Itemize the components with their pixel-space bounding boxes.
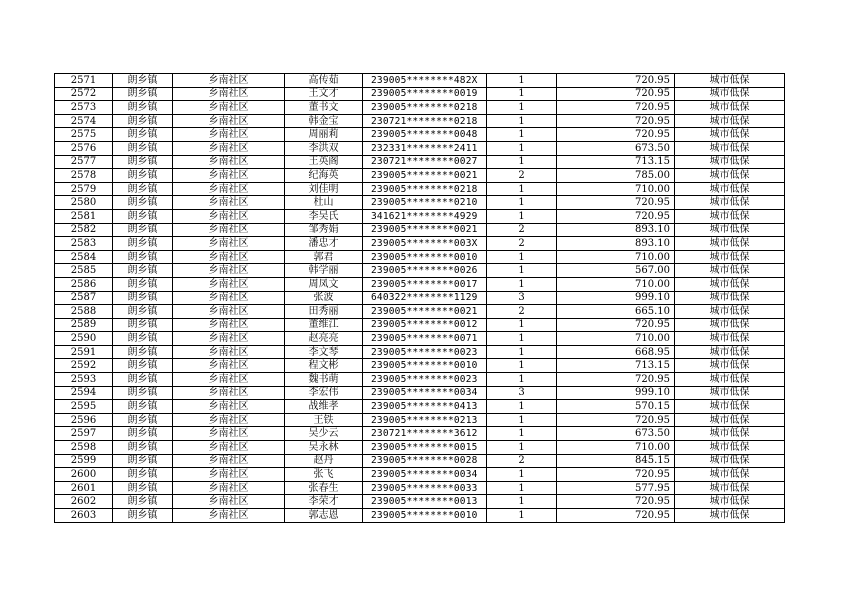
id-number-cell: 239005********0048 (363, 128, 487, 142)
id-number-cell: 239005********0021 (363, 169, 487, 183)
table-row (55, 169, 785, 183)
town-cell: 朗乡镇 (113, 454, 173, 468)
household-size-cell: 1 (487, 196, 557, 210)
table-row (55, 250, 785, 264)
assistance-type-cell: 城市低保 (675, 196, 785, 210)
row-number-cell: 2572 (55, 87, 113, 101)
town-cell: 朗乡镇 (113, 427, 173, 441)
id-number-cell: 239005********0026 (363, 264, 487, 278)
amount-cell: 785.00 (557, 169, 675, 183)
table-row (55, 441, 785, 455)
table-row (55, 141, 785, 155)
person-name-cell: 李吴氏 (285, 209, 363, 223)
household-size-cell: 1 (487, 155, 557, 169)
assistance-type-cell: 城市低保 (675, 250, 785, 264)
amount-cell: 893.10 (557, 223, 675, 237)
row-number-cell: 2578 (55, 169, 113, 183)
community-cell: 乡南社区 (173, 454, 285, 468)
amount-cell: 999.10 (557, 291, 675, 305)
person-name-cell: 王文才 (285, 87, 363, 101)
table-row (55, 495, 785, 509)
amount-cell: 999.10 (557, 386, 675, 400)
town-cell: 朗乡镇 (113, 264, 173, 278)
amount-cell: 665.10 (557, 305, 675, 319)
row-number-cell: 2588 (55, 305, 113, 319)
town-cell: 朗乡镇 (113, 237, 173, 251)
table-row (55, 345, 785, 359)
community-cell: 乡南社区 (173, 373, 285, 387)
assistance-type-cell: 城市低保 (675, 182, 785, 196)
community-cell: 乡南社区 (173, 209, 285, 223)
person-name-cell: 高传茹 (285, 74, 363, 88)
amount-cell: 710.00 (557, 250, 675, 264)
amount-cell: 720.95 (557, 101, 675, 115)
assistance-type-cell: 城市低保 (675, 305, 785, 319)
household-size-cell: 2 (487, 169, 557, 183)
row-number-cell: 2587 (55, 291, 113, 305)
table-row (55, 427, 785, 441)
row-number-cell: 2595 (55, 400, 113, 414)
row-number-cell: 2583 (55, 237, 113, 251)
row-number-cell: 2593 (55, 373, 113, 387)
town-cell: 朗乡镇 (113, 196, 173, 210)
assistance-type-cell: 城市低保 (675, 332, 785, 346)
table-row (55, 359, 785, 373)
town-cell: 朗乡镇 (113, 277, 173, 291)
community-cell: 乡南社区 (173, 277, 285, 291)
table-row (55, 332, 785, 346)
community-cell: 乡南社区 (173, 345, 285, 359)
town-cell: 朗乡镇 (113, 373, 173, 387)
assistance-type-cell: 城市低保 (675, 468, 785, 482)
amount-cell: 893.10 (557, 237, 675, 251)
row-number-cell: 2586 (55, 277, 113, 291)
assistance-type-cell: 城市低保 (675, 386, 785, 400)
person-name-cell: 程文彬 (285, 359, 363, 373)
id-number-cell: 239005********0021 (363, 223, 487, 237)
person-name-cell: 郭志恩 (285, 509, 363, 523)
assistance-type-cell: 城市低保 (675, 101, 785, 115)
table-row (55, 413, 785, 427)
town-cell: 朗乡镇 (113, 182, 173, 196)
person-name-cell: 张春生 (285, 481, 363, 495)
id-number-cell: 230721********0027 (363, 155, 487, 169)
amount-cell: 720.95 (557, 318, 675, 332)
person-name-cell: 郭君 (285, 250, 363, 264)
id-number-cell: 239005********482X (363, 74, 487, 88)
household-size-cell: 1 (487, 495, 557, 509)
row-number-cell: 2592 (55, 359, 113, 373)
table-row (55, 305, 785, 319)
household-size-cell: 1 (487, 101, 557, 115)
person-name-cell: 董书文 (285, 101, 363, 115)
id-number-cell: 640322********1129 (363, 291, 487, 305)
town-cell: 朗乡镇 (113, 468, 173, 482)
household-size-cell: 2 (487, 454, 557, 468)
amount-cell: 720.95 (557, 128, 675, 142)
household-size-cell: 2 (487, 223, 557, 237)
table-row (55, 87, 785, 101)
household-size-cell: 1 (487, 481, 557, 495)
assistance-type-cell: 城市低保 (675, 345, 785, 359)
town-cell: 朗乡镇 (113, 441, 173, 455)
assistance-type-cell: 城市低保 (675, 169, 785, 183)
community-cell: 乡南社区 (173, 332, 285, 346)
town-cell: 朗乡镇 (113, 495, 173, 509)
person-name-cell: 邹秀娟 (285, 223, 363, 237)
amount-cell: 720.95 (557, 87, 675, 101)
town-cell: 朗乡镇 (113, 359, 173, 373)
household-size-cell: 1 (487, 128, 557, 142)
row-number-cell: 2581 (55, 209, 113, 223)
assistance-type-cell: 城市低保 (675, 359, 785, 373)
household-size-cell: 1 (487, 359, 557, 373)
table-row (55, 468, 785, 482)
person-name-cell: 李洪双 (285, 141, 363, 155)
amount-cell: 710.00 (557, 332, 675, 346)
town-cell: 朗乡镇 (113, 169, 173, 183)
town-cell: 朗乡镇 (113, 87, 173, 101)
household-size-cell: 1 (487, 277, 557, 291)
row-number-cell: 2600 (55, 468, 113, 482)
community-cell: 乡南社区 (173, 250, 285, 264)
household-size-cell: 1 (487, 509, 557, 523)
community-cell: 乡南社区 (173, 182, 285, 196)
community-cell: 乡南社区 (173, 237, 285, 251)
household-size-cell: 1 (487, 250, 557, 264)
assistance-type-cell: 城市低保 (675, 87, 785, 101)
person-name-cell: 战维孝 (285, 400, 363, 414)
community-cell: 乡南社区 (173, 441, 285, 455)
row-number-cell: 2589 (55, 318, 113, 332)
household-size-cell: 1 (487, 413, 557, 427)
row-number-cell: 2574 (55, 114, 113, 128)
assistance-type-cell: 城市低保 (675, 141, 785, 155)
town-cell: 朗乡镇 (113, 128, 173, 142)
table-row (55, 223, 785, 237)
town-cell: 朗乡镇 (113, 209, 173, 223)
id-number-cell: 239005********0015 (363, 441, 487, 455)
person-name-cell: 田秀丽 (285, 305, 363, 319)
id-number-cell: 232331********2411 (363, 141, 487, 155)
id-number-cell: 239005********0213 (363, 413, 487, 427)
person-name-cell: 李文琴 (285, 345, 363, 359)
row-number-cell: 2585 (55, 264, 113, 278)
table-row (55, 196, 785, 210)
town-cell: 朗乡镇 (113, 481, 173, 495)
id-number-cell: 341621********4929 (363, 209, 487, 223)
row-number-cell: 2596 (55, 413, 113, 427)
assistance-type-cell: 城市低保 (675, 400, 785, 414)
town-cell: 朗乡镇 (113, 509, 173, 523)
id-number-cell: 239005********0017 (363, 277, 487, 291)
id-number-cell: 239005********0028 (363, 454, 487, 468)
assistance-type-cell: 城市低保 (675, 373, 785, 387)
household-size-cell: 1 (487, 209, 557, 223)
amount-cell: 720.95 (557, 196, 675, 210)
assistance-type-cell: 城市低保 (675, 509, 785, 523)
assistance-type-cell: 城市低保 (675, 223, 785, 237)
assistance-type-cell: 城市低保 (675, 277, 785, 291)
household-size-cell: 2 (487, 305, 557, 319)
person-name-cell: 王铁 (285, 413, 363, 427)
row-number-cell: 2599 (55, 454, 113, 468)
row-number-cell: 2603 (55, 509, 113, 523)
community-cell: 乡南社区 (173, 141, 285, 155)
household-size-cell: 3 (487, 386, 557, 400)
person-name-cell: 赵亮亮 (285, 332, 363, 346)
id-number-cell: 239005********0023 (363, 373, 487, 387)
id-number-cell: 230721********0218 (363, 114, 487, 128)
row-number-cell: 2576 (55, 141, 113, 155)
community-cell: 乡南社区 (173, 74, 285, 88)
person-name-cell: 韩学丽 (285, 264, 363, 278)
row-number-cell: 2580 (55, 196, 113, 210)
community-cell: 乡南社区 (173, 128, 285, 142)
id-number-cell: 239005********0010 (363, 359, 487, 373)
id-number-cell: 239005********0210 (363, 196, 487, 210)
assistance-type-cell: 城市低保 (675, 155, 785, 169)
community-cell: 乡南社区 (173, 481, 285, 495)
row-number-cell: 2598 (55, 441, 113, 455)
household-size-cell: 1 (487, 87, 557, 101)
id-number-cell: 239005********0010 (363, 250, 487, 264)
amount-cell: 713.15 (557, 155, 675, 169)
community-cell: 乡南社区 (173, 427, 285, 441)
table-row (55, 128, 785, 142)
person-name-cell: 魏书萌 (285, 373, 363, 387)
household-size-cell: 3 (487, 291, 557, 305)
person-name-cell: 董维江 (285, 318, 363, 332)
community-cell: 乡南社区 (173, 223, 285, 237)
table-row (55, 277, 785, 291)
table-row (55, 386, 785, 400)
amount-cell: 720.95 (557, 114, 675, 128)
row-number-cell: 2582 (55, 223, 113, 237)
amount-cell: 710.00 (557, 182, 675, 196)
household-size-cell: 1 (487, 74, 557, 88)
person-name-cell: 赵丹 (285, 454, 363, 468)
town-cell: 朗乡镇 (113, 400, 173, 414)
town-cell: 朗乡镇 (113, 114, 173, 128)
id-number-cell: 239005********0218 (363, 182, 487, 196)
id-number-cell: 239005********0071 (363, 332, 487, 346)
amount-cell: 577.95 (557, 481, 675, 495)
table-row (55, 509, 785, 523)
community-cell: 乡南社区 (173, 359, 285, 373)
assistance-type-cell: 城市低保 (675, 495, 785, 509)
id-number-cell: 239005********0034 (363, 468, 487, 482)
person-name-cell: 王英阁 (285, 155, 363, 169)
town-cell: 朗乡镇 (113, 250, 173, 264)
community-cell: 乡南社区 (173, 291, 285, 305)
town-cell: 朗乡镇 (113, 155, 173, 169)
id-number-cell: 239005********0010 (363, 509, 487, 523)
assistance-type-cell: 城市低保 (675, 454, 785, 468)
table-row (55, 318, 785, 332)
amount-cell: 673.50 (557, 141, 675, 155)
row-number-cell: 2590 (55, 332, 113, 346)
row-number-cell: 2584 (55, 250, 113, 264)
amount-cell: 720.95 (557, 413, 675, 427)
assistance-type-cell: 城市低保 (675, 74, 785, 88)
household-size-cell: 1 (487, 332, 557, 346)
id-number-cell: 239005********003X (363, 237, 487, 251)
table-row (55, 114, 785, 128)
town-cell: 朗乡镇 (113, 413, 173, 427)
row-number-cell: 2591 (55, 345, 113, 359)
community-cell: 乡南社区 (173, 196, 285, 210)
person-name-cell: 潘忠才 (285, 237, 363, 251)
row-number-cell: 2571 (55, 74, 113, 88)
amount-cell: 673.50 (557, 427, 675, 441)
person-name-cell: 周丽莉 (285, 128, 363, 142)
assistance-type-cell: 城市低保 (675, 209, 785, 223)
community-cell: 乡南社区 (173, 114, 285, 128)
amount-cell: 720.95 (557, 468, 675, 482)
table-row (55, 182, 785, 196)
household-size-cell: 1 (487, 427, 557, 441)
community-cell: 乡南社区 (173, 87, 285, 101)
id-number-cell: 239005********0413 (363, 400, 487, 414)
id-number-cell: 239005********0013 (363, 495, 487, 509)
person-name-cell: 韩金宝 (285, 114, 363, 128)
amount-cell: 570.15 (557, 400, 675, 414)
amount-cell: 720.95 (557, 509, 675, 523)
community-cell: 乡南社区 (173, 305, 285, 319)
table-row (55, 237, 785, 251)
household-size-cell: 1 (487, 114, 557, 128)
assistance-type-cell: 城市低保 (675, 427, 785, 441)
table-body (55, 74, 785, 523)
amount-cell: 720.95 (557, 209, 675, 223)
community-cell: 乡南社区 (173, 169, 285, 183)
relief-roster-table (54, 73, 785, 523)
row-number-cell: 2573 (55, 101, 113, 115)
table-row (55, 400, 785, 414)
community-cell: 乡南社区 (173, 495, 285, 509)
household-size-cell: 1 (487, 373, 557, 387)
person-name-cell: 纪海英 (285, 169, 363, 183)
assistance-type-cell: 城市低保 (675, 291, 785, 305)
town-cell: 朗乡镇 (113, 332, 173, 346)
id-number-cell: 239005********0218 (363, 101, 487, 115)
person-name-cell: 吴永林 (285, 441, 363, 455)
amount-cell: 720.95 (557, 495, 675, 509)
amount-cell: 710.00 (557, 277, 675, 291)
assistance-type-cell: 城市低保 (675, 318, 785, 332)
person-name-cell: 李荣才 (285, 495, 363, 509)
person-name-cell: 刘佳明 (285, 182, 363, 196)
person-name-cell: 周凤文 (285, 277, 363, 291)
town-cell: 朗乡镇 (113, 318, 173, 332)
id-number-cell: 239005********0021 (363, 305, 487, 319)
town-cell: 朗乡镇 (113, 386, 173, 400)
amount-cell: 668.95 (557, 345, 675, 359)
community-cell: 乡南社区 (173, 509, 285, 523)
person-name-cell: 李宏伟 (285, 386, 363, 400)
household-size-cell: 1 (487, 441, 557, 455)
town-cell: 朗乡镇 (113, 345, 173, 359)
row-number-cell: 2575 (55, 128, 113, 142)
table-row (55, 209, 785, 223)
household-size-cell: 1 (487, 400, 557, 414)
assistance-type-cell: 城市低保 (675, 114, 785, 128)
table-row (55, 291, 785, 305)
town-cell: 朗乡镇 (113, 223, 173, 237)
town-cell: 朗乡镇 (113, 101, 173, 115)
amount-cell: 845.15 (557, 454, 675, 468)
town-cell: 朗乡镇 (113, 141, 173, 155)
row-number-cell: 2594 (55, 386, 113, 400)
town-cell: 朗乡镇 (113, 305, 173, 319)
assistance-type-cell: 城市低保 (675, 237, 785, 251)
community-cell: 乡南社区 (173, 155, 285, 169)
town-cell: 朗乡镇 (113, 291, 173, 305)
id-number-cell: 239005********0034 (363, 386, 487, 400)
person-name-cell: 杜山 (285, 196, 363, 210)
assistance-type-cell: 城市低保 (675, 441, 785, 455)
amount-cell: 720.95 (557, 373, 675, 387)
person-name-cell: 张波 (285, 291, 363, 305)
table-row (55, 264, 785, 278)
person-name-cell: 吴少云 (285, 427, 363, 441)
household-size-cell: 2 (487, 237, 557, 251)
household-size-cell: 1 (487, 318, 557, 332)
household-size-cell: 1 (487, 345, 557, 359)
household-size-cell: 1 (487, 182, 557, 196)
community-cell: 乡南社区 (173, 101, 285, 115)
amount-cell: 710.00 (557, 441, 675, 455)
table-row (55, 101, 785, 115)
id-number-cell: 239005********0019 (363, 87, 487, 101)
community-cell: 乡南社区 (173, 318, 285, 332)
community-cell: 乡南社区 (173, 413, 285, 427)
table-row (55, 454, 785, 468)
id-number-cell: 239005********0012 (363, 318, 487, 332)
household-size-cell: 1 (487, 264, 557, 278)
id-number-cell: 239005********0033 (363, 481, 487, 495)
community-cell: 乡南社区 (173, 386, 285, 400)
row-number-cell: 2597 (55, 427, 113, 441)
table-row (55, 155, 785, 169)
row-number-cell: 2579 (55, 182, 113, 196)
row-number-cell: 2577 (55, 155, 113, 169)
community-cell: 乡南社区 (173, 264, 285, 278)
person-name-cell: 张飞 (285, 468, 363, 482)
table-row (55, 481, 785, 495)
community-cell: 乡南社区 (173, 468, 285, 482)
assistance-type-cell: 城市低保 (675, 264, 785, 278)
table-row (55, 74, 785, 88)
household-size-cell: 1 (487, 141, 557, 155)
community-cell: 乡南社区 (173, 400, 285, 414)
household-size-cell: 1 (487, 468, 557, 482)
table-row (55, 373, 785, 387)
assistance-type-cell: 城市低保 (675, 128, 785, 142)
assistance-type-cell: 城市低保 (675, 481, 785, 495)
row-number-cell: 2602 (55, 495, 113, 509)
amount-cell: 720.95 (557, 74, 675, 88)
row-number-cell: 2601 (55, 481, 113, 495)
town-cell: 朗乡镇 (113, 74, 173, 88)
assistance-type-cell: 城市低保 (675, 413, 785, 427)
amount-cell: 567.00 (557, 264, 675, 278)
id-number-cell: 239005********0023 (363, 345, 487, 359)
id-number-cell: 230721********3612 (363, 427, 487, 441)
amount-cell: 713.15 (557, 359, 675, 373)
